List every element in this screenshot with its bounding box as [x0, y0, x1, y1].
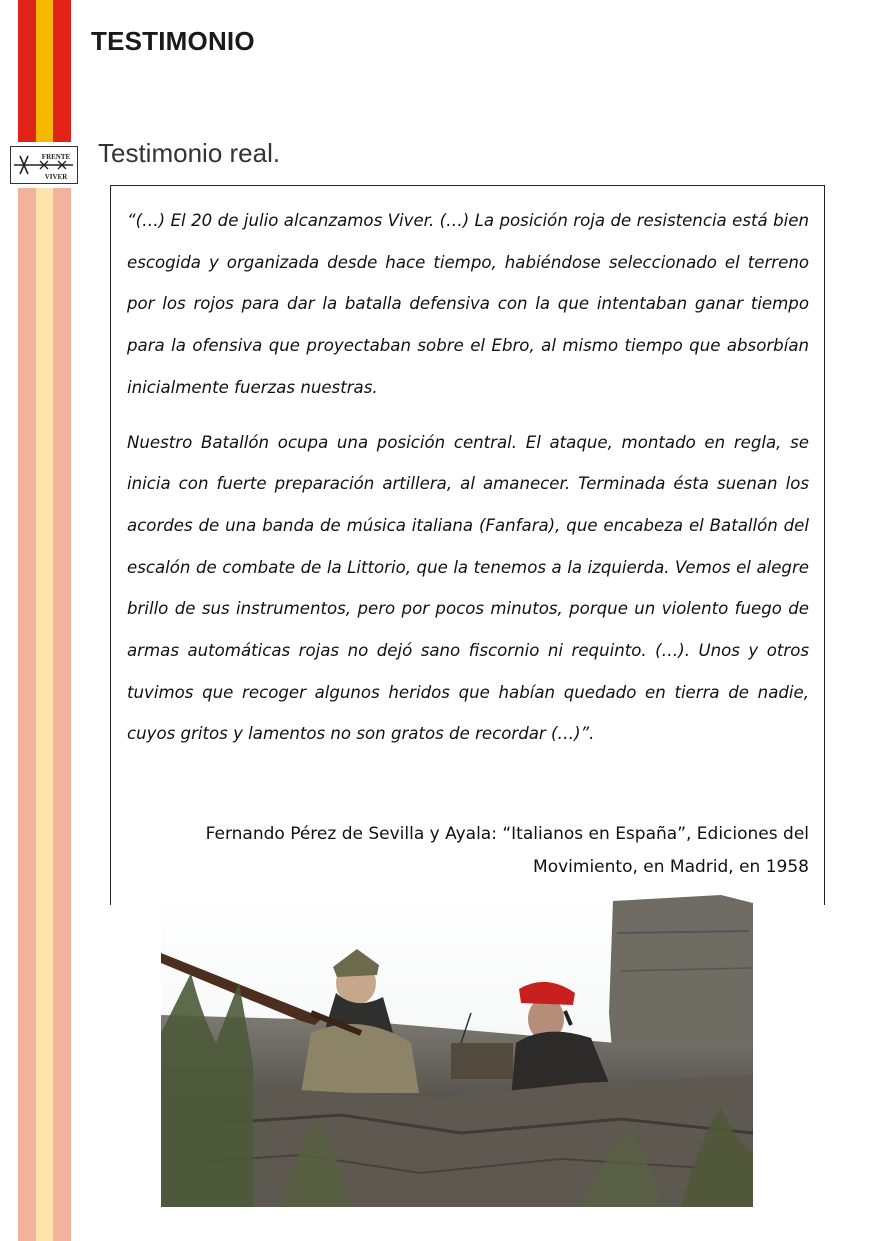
flag-stripe-red-right — [53, 0, 71, 142]
reenactment-photo — [161, 893, 753, 1207]
flag-stripe-red-left-faded — [18, 188, 36, 1241]
frente-viver-logo — [10, 146, 78, 184]
flag-stripe-yellow-faded — [36, 188, 53, 1241]
flag-stripe-red-right-faded — [53, 188, 71, 1241]
flag-stripe-yellow — [36, 0, 53, 142]
quote-paragraph-1: “(…) El 20 de julio alcanzamos Viver. (…) La posición roja de resistencia está bien escogida y organizada desde hace tiempo, habiéndose seleccionado el terreno por los rojos para dar la batalla defensiva con la que intentaban ganar tiempo para la ofensiva que proyectaban sobre el Ebro, al mismo tiempo que absorbían inicialmente fuerzas nuestras. — [127, 211, 809, 397]
page-subtitle: Testimonio real. — [98, 138, 281, 168]
logo-text-viver: VIVER — [44, 173, 68, 181]
quote-paragraph-2: Nuestro Batallón ocupa una posición central. El ataque, montado en regla, se inicia con fuerte preparación artillera, al amanecer. Terminada ésta suenan los acordes de una banda de música italiana (Fanfara), que encabeza el Batallón del escalón de combate de la Littorio, que la tenemos a la izquierda. Vemos el alegre brillo de sus instrumentos, pero por pocos minutos, porque un violento fuego de armas automáticas rojas no dejó sano fiscornio ni requinto. (…). Unos y otros tuvimos que recoger algunos heridos que habían quedado en tierra de nadie, cuyos gritos y lamentos no son gratos de recordar (…)”. — [127, 432, 809, 744]
citation-line-2: Movimiento, en Madrid, en 1958 — [533, 857, 809, 877]
photo-illustration — [161, 893, 753, 1207]
quote-text — [127, 200, 809, 768]
citation-line-1: Fernando Pérez de Sevilla y Ayala: “Italianos en España”, Ediciones del — [205, 824, 809, 844]
logo-text-frente: FRENTE — [41, 153, 71, 161]
flag-stripe-red-left — [18, 0, 36, 142]
quote-citation — [127, 818, 809, 884]
section-title: TESTIMONIO — [91, 26, 255, 56]
